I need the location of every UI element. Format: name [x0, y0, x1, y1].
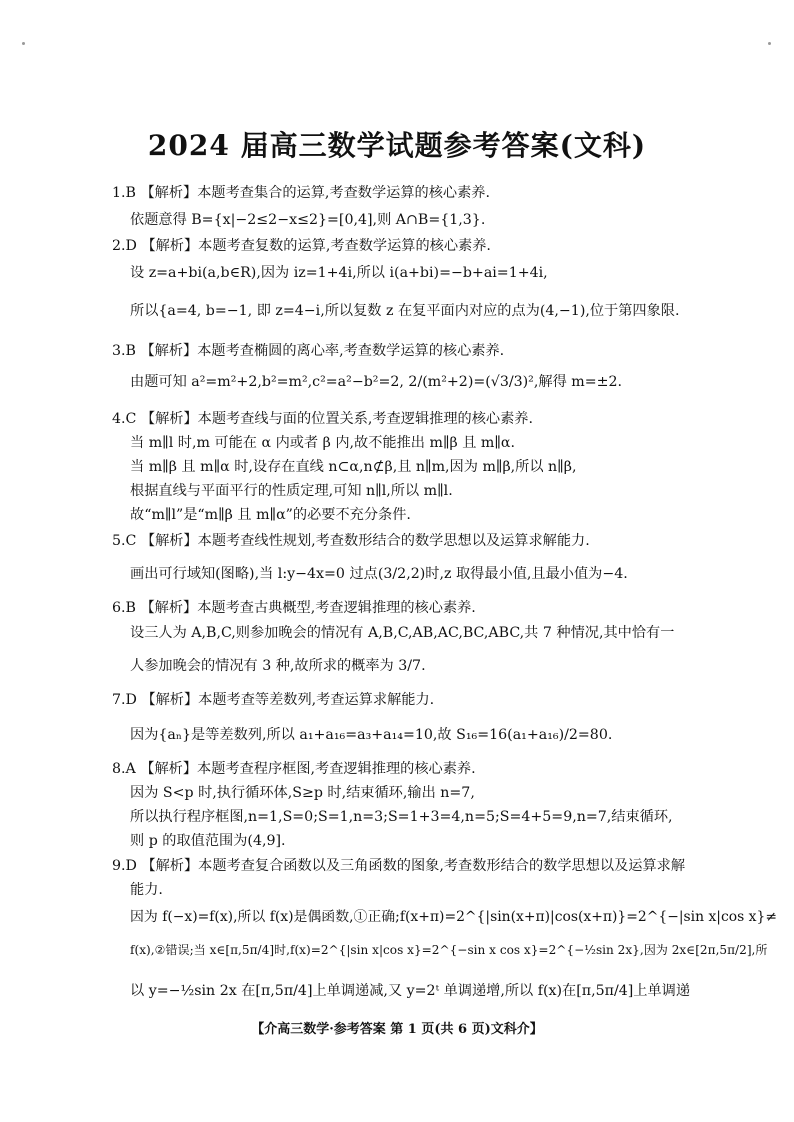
page-title: 2024 届高三数学试题参考答案(文科): [147, 129, 647, 162]
q6-header: 6.B 【解析】本题考查古典概型,考查逻辑推理的核心素养.: [112, 600, 476, 616]
q8-body: 因为 S<p 时,执行循环体,S≥p 时,结束循环,输出 n=7,: [130, 785, 475, 801]
q8-body: 所以执行程序框图,n=1,S=0;S=1,n=3;S=1+3=4,n=5;S=4+5=9,n=7,结束循环,: [130, 809, 673, 825]
q4-body: 故“m∥l”是“m∥β 且 m∥α”的必要不充分条件.: [130, 507, 411, 523]
q9-body: 因为 f(−x)=f(x),所以 f(x)是偶函数,①正确;f(x+π)=2^{|sin(x+π)|cos(x+π)}=2^{−|sin x|cos x}≠: [130, 909, 777, 925]
q8-header: 8.A 【解析】本题考查程序框图,考查逻辑推理的核心素养.: [112, 761, 476, 777]
q4-body: 当 m∥β 且 m∥α 时,设存在直线 n⊂α,n⊄β,且 n∥m,因为 m∥β,所以 n∥β,: [130, 459, 577, 475]
scan-speck: [768, 42, 771, 45]
q9-body: 以 y=−½sin 2x 在[π,5π/4]上单调递减,又 y=2ᵗ 单调递增,所以 f(x)在[π,5π/4]上单调递: [130, 983, 691, 999]
q6-body: 设三人为 A,B,C,则参加晚会的情况有 A,B,C,AB,AC,BC,ABC,共 7 种情况,其中恰有一: [130, 625, 675, 641]
q4-body: 当 m∥l 时,m 可能在 α 内或者 β 内,故不能推出 m∥β 且 m∥α.: [130, 435, 516, 451]
q2-header: 2.D 【解析】本题考查复数的运算,考查数学运算的核心素养.: [112, 238, 491, 254]
q6-body: 人参加晚会的情况有 3 种,故所求的概率为 3/7.: [130, 658, 426, 674]
q2-body: 设 z=a+bi(a,b∈R),因为 iz=1+4i,所以 i(a+bi)=−b+ai=1+4i,: [130, 265, 548, 281]
q7-body: 因为{aₙ}是等差数列,所以 a₁+a₁₆=a₃+a₁₄=10,故 S₁₆=16(a₁+a₁₆)/2=80.: [130, 727, 613, 743]
scan-speck: [22, 42, 25, 45]
q3-body: 由题可知 a²=m²+2,b²=m²,c²=a²−b²=2, 2/(m²+2)=(√3/3)²,解得 m=±2.: [130, 374, 623, 390]
q4-body: 根据直线与平面平行的性质定理,可知 n∥l,所以 m∥l.: [130, 483, 453, 499]
q8-body: 则 p 的取值范围为(4,9].: [130, 833, 286, 849]
q9-body: 能力.: [130, 882, 163, 898]
q2-body: 所以{a=4, b=−1, 即 z=4−i,所以复数 z 在复平面内对应的点为(4,−1),位于第四象限.: [130, 303, 680, 319]
q3-header: 3.B 【解析】本题考查椭圆的离心率,考查数学运算的核心素养.: [112, 343, 505, 359]
q7-header: 7.D 【解析】本题考查等差数列,考查运算求解能力.: [112, 692, 435, 708]
q9-body: f(x),②错误;当 x∈[π,5π/4]时,f(x)=2^{|sin x|cos x}=2^{−sin x cos x}=2^{−½sin 2x},因为 2x∈[2π,5π/2],所: [130, 943, 768, 957]
q1-body: 依题意得 B={x|−2≤2−x≤2}=[0,4],则 A∩B={1,3}.: [130, 212, 486, 228]
q5-header: 5.C 【解析】本题考查线性规划,考查数形结合的数学思想以及运算求解能力.: [112, 533, 590, 549]
page-footer: 【介高三数学·参考答案 第 1 页(共 6 页)文科介】: [251, 1022, 543, 1037]
q5-body: 画出可行域知(图略),当 l:y−4x=0 过点(3/2,2)时,z 取得最小值,且最小值为−4.: [130, 566, 628, 582]
q4-header: 4.C 【解析】本题考查线与面的位置关系,考查逻辑推理的核心素养.: [112, 411, 533, 427]
q1-header: 1.B 【解析】本题考查集合的运算,考查数学运算的核心素养.: [112, 185, 490, 201]
q9-header: 9.D 【解析】本题考查复合函数以及三角函数的图象,考查数形结合的数学思想以及运算求解: [112, 858, 686, 874]
